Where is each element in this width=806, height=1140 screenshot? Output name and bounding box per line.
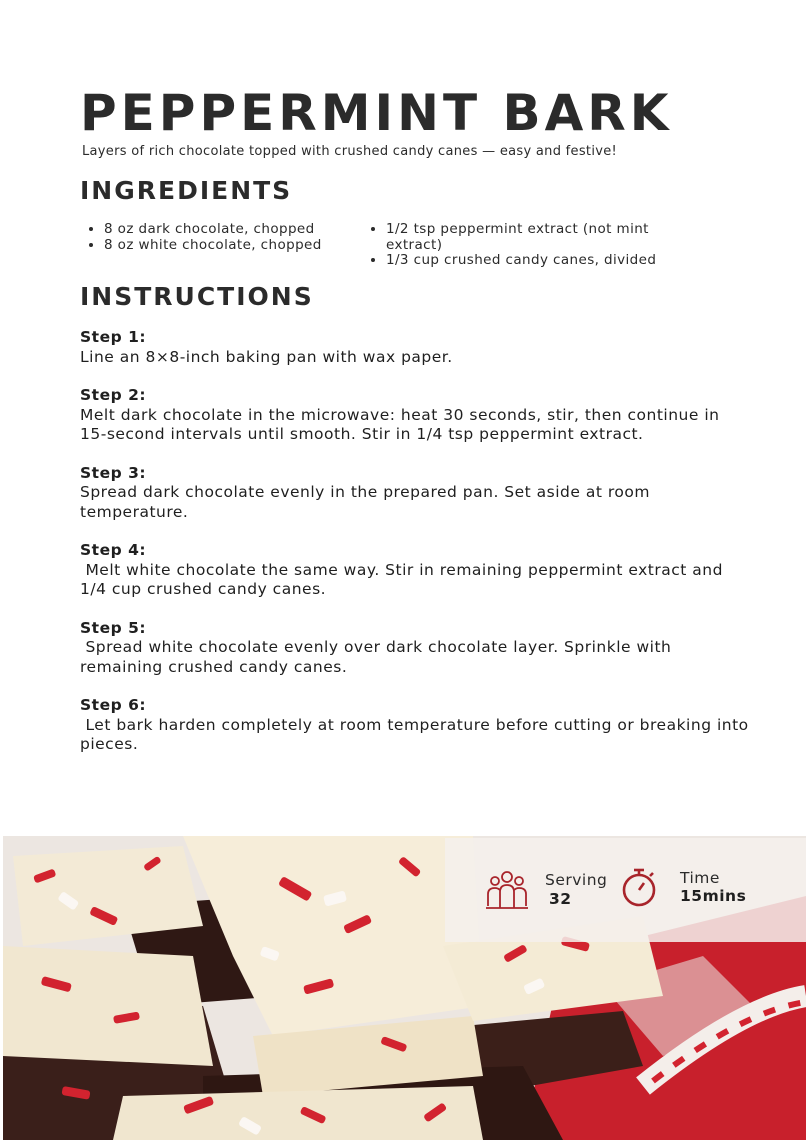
step-item (80, 386, 750, 445)
step-item (80, 619, 750, 678)
instructions-heading: INSTRUCTIONS (80, 282, 314, 311)
step-label: Step 5: (80, 618, 147, 637)
recipe-title: PEPPERMINT BARK (80, 84, 673, 142)
ingredients-heading: INGREDIENTS (80, 176, 293, 205)
ingredient-item: • 1/2 tsp peppermint extract (not mint extract) (386, 222, 696, 253)
serving-value: 32 (549, 890, 572, 908)
step-text: Melt dark chocolate in the microwave: heat 30 seconds, stir, then continue in 15-second intervals until smooth. Stir in 1/4 tsp peppermint extract. (80, 405, 725, 443)
recipe-subtitle: Layers of rich chocolate topped with crushed candy canes — easy and festive! (82, 144, 618, 159)
ingredients-list-right (364, 222, 696, 269)
step-text: Let bark harden completely at room temperature before cutting or breaking into pieces. (80, 715, 755, 753)
step-text: Spread dark chocolate evenly in the prepared pan. Set aside at room temperature. (80, 483, 656, 521)
step-text: Line an 8×8-inch baking pan with wax paper. (80, 347, 453, 366)
step-item (80, 464, 750, 523)
step-text: Spread white chocolate evenly over dark chocolate layer. Sprinkle with remaining crushed candy canes. (80, 638, 677, 676)
ingredient-item: • 8 oz white chocolate, chopped (104, 238, 374, 254)
step-label: Step 6: (80, 696, 147, 714)
stopwatch-icon (620, 866, 658, 912)
step-text: Melt white chocolate the same way. Stir in remaining peppermint extract and 1/4 cup crushed candy canes. (80, 560, 729, 598)
serving-label: Serving (545, 871, 608, 889)
ingredient-item: • 8 oz dark chocolate, chopped (104, 222, 374, 238)
step-item (80, 541, 750, 600)
step-label: Step 2: (80, 386, 147, 404)
ingredients-list-left (82, 222, 374, 253)
time-label: Time (680, 869, 720, 887)
ingredient-item: • 1/3 cup crushed candy canes, divided (386, 253, 696, 269)
step-label: Step 3: (80, 463, 147, 482)
time-value: 15mins (680, 887, 747, 905)
step-item (80, 328, 750, 367)
instructions-list (80, 328, 755, 774)
step-label: Step 1: (80, 328, 147, 346)
step-item (80, 696, 755, 755)
people-icon (484, 870, 530, 914)
step-label: Step 4: (80, 541, 147, 559)
